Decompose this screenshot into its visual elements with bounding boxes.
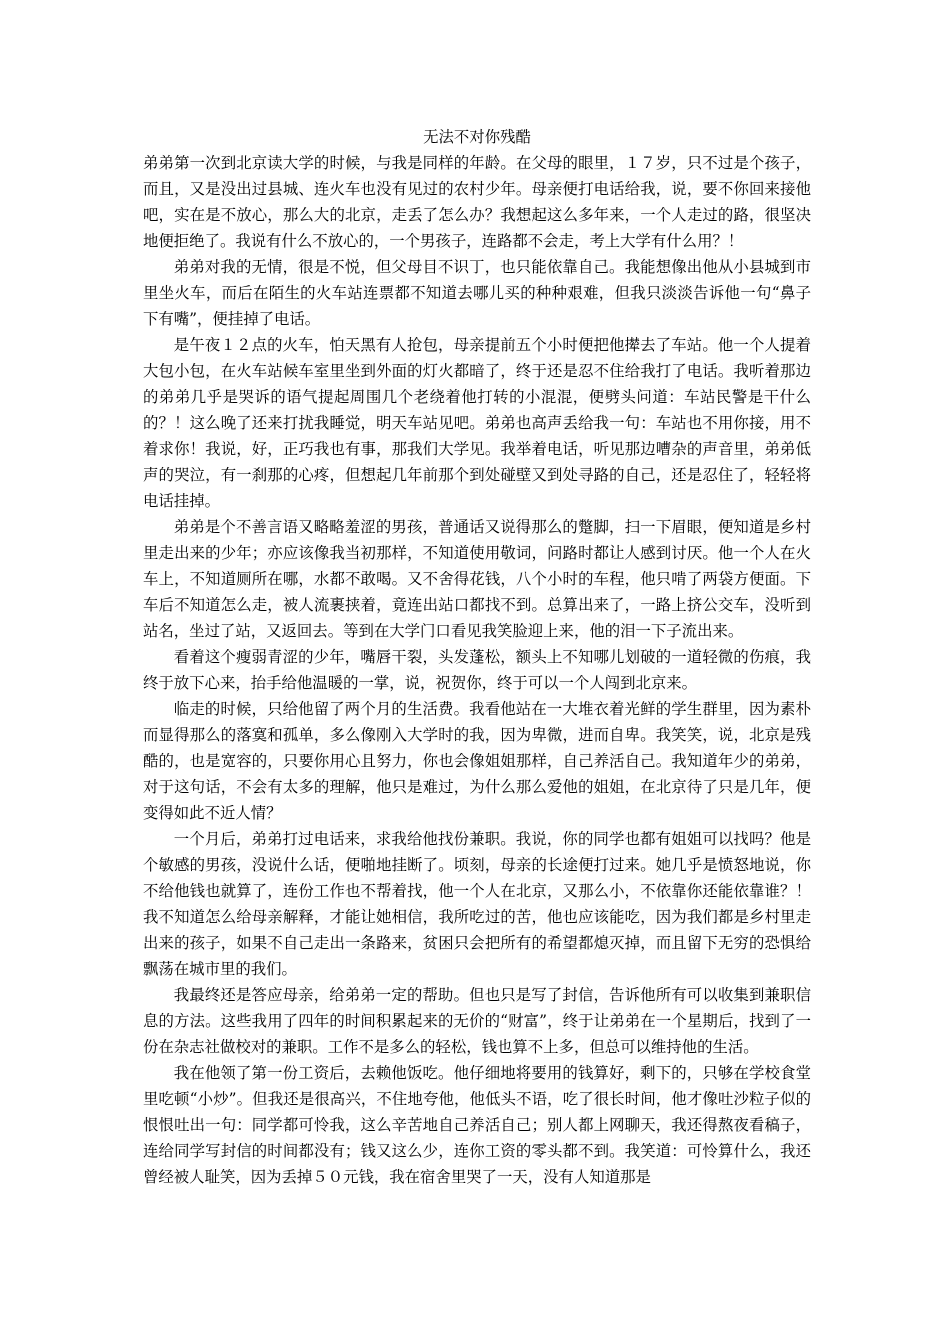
paragraph-9: 我在他领了第一份工资后，去赖他饭吃。他仔细地将要用的钱算好，剩下的，只够在学校食堂里吃顿“小炒”。但我还是很高兴，不住地夸他，他低头不语，吃了很长时间，他才像吐沙粒子似的恨恨吐出一句：同学都可怜我，这么辛苦地自己养活自己；别人都上网聊天，我还得熬夜看稿子，连给同学写封信的时间都没有；钱又这么少，连你工资的零头都不到。我笑道：可怜算什么，我还曾经被人耻笑，因为丢掉５０元钱，我在宿舍里哭了一天，没有人知道那是 <box>143 1064 811 1186</box>
paragraph-7: 一个月后，弟弟打过电话来，求我给他找份兼职。我说，你的同学也都有姐姐可以找吗？他是个敏感的男孩，没说什么话，便啪地挂断了。顷刻，母亲的长途便打过来。她几乎是愤怒地说，你不给他钱也就算了，连份工作也不帮着找，他一个人在北京，又那么小，不依靠你还能依靠谁？！我不知道怎么给母亲解释，才能让她相信，我所吃过的苦，他也应该能吃，因为我们都是乡村里走出来的孩子，如果不自己走出一条路来，贫困只会把所有的希望都熄灭掉，而且留下无穷的恐惧给飘荡在城市里的我们。 <box>143 830 811 978</box>
paragraph-5: 看着这个瘦弱青涩的少年，嘴唇干裂，头发蓬松，额头上不知哪儿划破的一道轻微的伤痕，我终于放下心来，抬手给他温暖的一掌，说，祝贺你，终于可以一个人闯到北京来。 <box>143 648 811 692</box>
document-title: 无法不对你残酷 <box>423 128 531 146</box>
paragraph-6: 临走的时候，只给他留了两个月的生活费。我看他站在一大堆衣着光鲜的学生群里，因为素朴而显得那么的落寞和孤单，多么像刚入大学时的我，因为卑微，进而自卑。我笑笑，说，北京是残酷的，也是宽容的，只要你用心且努力，你也会像姐姐那样，自己养活自己。我知道年少的弟弟，对于这句话，不会有太多的理解，他只是难过，为什么那么爱他的姐姐，在北京待了只是几年，便变得如此不近人情？ <box>143 700 811 822</box>
paragraph-2: 弟弟对我的无情，很是不悦，但父母目不识丁，也只能依靠自己。我能想像出他从小县城到市里坐火车，而后在陌生的火车站连票都不知道去哪儿买的种种艰难，但我只淡淡告诉他一句“鼻子下有嘴”，便挂掉了电话。 <box>143 258 811 328</box>
paragraph-4: 弟弟是个不善言语又略略羞涩的男孩，普通话又说得那么的蹩脚，扫一下眉眼，便知道是乡村里走出来的少年；亦应该像我当初那样，不知道使用敬词，问路时都让人感到讨厌。他一个人在火车上，不知道厕所在哪，水都不敢喝。又不舍得花钱，八个小时的车程，他只啃了两袋方便面。下车后不知道怎么走，被人流裹挟着，竟连出站口都找不到。总算出来了，一路上挤公交车，没听到站名，坐过了站，又返回去。等到在大学门口看见我笑脸迎上来，他的泪一下子流出来。 <box>143 518 811 640</box>
paragraph-8: 我最终还是答应母亲，给弟弟一定的帮助。但也只是写了封信，告诉他所有可以收集到兼职信息的方法。这些我用了四年的时间积累起来的无价的“财富”，终于让弟弟在一个星期后，找到了一份在杂志社做校对的兼职。工作不是多么的轻松，钱也算不上多，但总可以维持他的生活。 <box>143 986 811 1056</box>
document-page <box>143 124 811 1190</box>
paragraph-3: 是午夜１２点的火车，怕天黑有人抢包，母亲提前五个小时便把他撵去了车站。他一个人提着大包小包，在火车站候车室里坐到外面的灯火都暗了，终于还是忍不住给我打了电话。我听着那边的弟弟几乎是哭诉的语气提起周围几个老绕着他打转的小混混，便劈头问道：车站民警是干什么的？！这么晚了还来打扰我睡觉，明天车站见吧。弟弟也高声丢给我一句：车站也不用你接，用不着求你！我说，好，正巧我也有事，那我们大学见。我举着电话，听见那边嘈杂的声音里，弟弟低声的哭泣，有一刹那的心疼，但想起几年前那个到处碰壁又到处寻路的自己，还是忍住了，轻轻将电话挂掉。 <box>143 336 811 510</box>
paragraph-1: 弟弟第一次到北京读大学的时候，与我是同样的年龄。在父母的眼里，１７岁，只不过是个孩子，而且，又是没出过县城、连火车也没有见过的农村少年。母亲便打电话给我，说，要不你回来接他吧，实在是不放心，那么大的北京，走丢了怎么办？我想起这么多年来，一个人走过的路，很坚决地便拒绝了。我说有什么不放心的，一个男孩子，连路都不会走，考上大学有什么用？！ <box>143 154 811 250</box>
